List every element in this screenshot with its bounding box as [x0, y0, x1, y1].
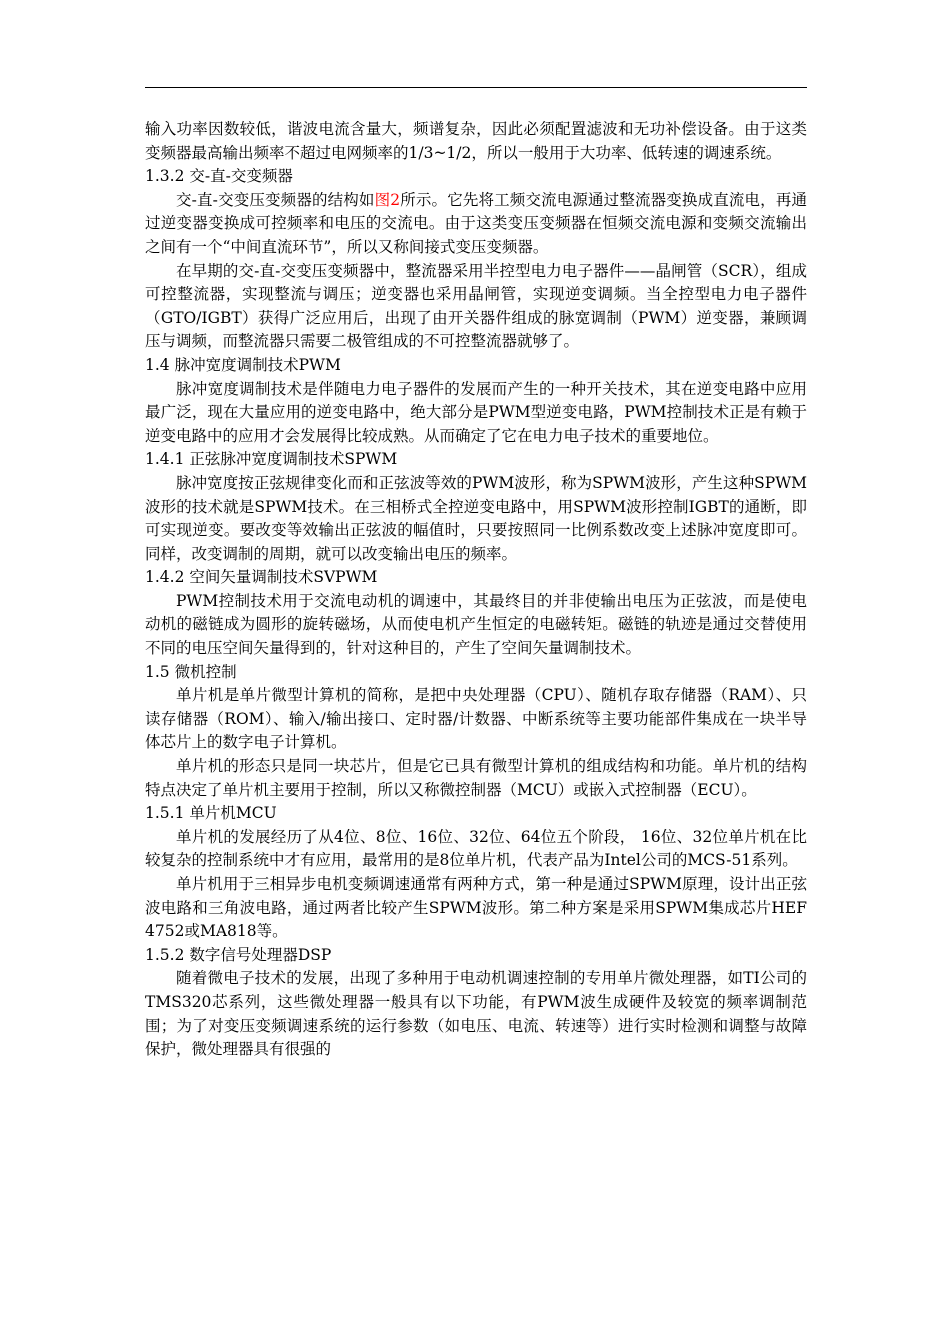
- paragraph-mcu-vfd-methods: 单片机用于三相异步电机变频调速通常有两种方式，第一种是通过SPWM原理，设计出正弦波电路和三角波电路，通过两者比较产生SPWM波形。第二种方案是采用SPWM集成芯片HEF4752或MA818等。: [145, 875, 807, 941]
- section-heading-1-5: 1.5 微机控制: [145, 662, 237, 681]
- section-heading-1-4: 1.4 脉冲宽度调制技术PWM: [145, 355, 341, 374]
- paragraph-dsp: 随着微电子技术的发展，出现了多种用于电动机调速控制的专用单片微处理器，如TI公司的TMS320芯系列，这些微处理器一般具有以下功能，有PWM波生成硬件及较宽的频率调制范围；为了对变压变频调速系统的运行参数（如电压、电流、转速等）进行实时检测和调整与故障保护，微处理器具有很强的: [145, 969, 807, 1059]
- paragraph-mcu-form: 单片机的形态只是同一块芯片，但是它已具有微型计算机的组成结构和功能。单片机的结构特点决定了单片机主要用于控制，所以又称微控制器（MCU）或嵌入式控制器（ECU）。: [145, 757, 807, 799]
- section-heading-1-5-2: 1.5.2 数字信号处理器DSP: [145, 945, 332, 964]
- section-heading-1-4-2: 1.4.2 空间矢量调制技术SVPWM: [145, 568, 378, 587]
- paragraph-svpwm: PWM控制技术用于交流电动机的调速中，其最终目的并非使输出电压为正弦波，而是使电动机的磁链成为圆形的旋转磁场，从而使电机产生恒定的电磁转矩。磁链的轨迹是通过交替使用不同的电压空间矢量得到的，针对这种目的，产生了空间矢量调制技术。: [145, 591, 807, 658]
- paragraph-continuation: 输入功率因数较低，谐波电流含量大，频谱复杂，因此必须配置滤波和无功补偿设备。由于这类变频器最高输出频率不超过电网频率的1/3~1/2，所以一般用于大功率、低转速的调速系统。: [145, 120, 807, 162]
- paragraph-spwm: 脉冲宽度按正弦规律变化而和正弦波等效的PWM波形，称为SPWM波形，产生这种SPWM波形的技术就是SPWM技术。在三相桥式全控逆变电路中，用SPWM波形控制IGBT的通断，即可实现逆变。要改变等效输出正弦波的幅值时，只要按照同一比例系数改变上述脉冲宽度即可。同样，改变调制的周期，就可以改变输出电压的频率。: [145, 473, 807, 563]
- paragraph-text: 所示。它先将工频交流电源通过整流器变换成直流电，再通过逆变器变换成可控频率和电压的交流电。由于这类变压变频器在恒频交流电源和变频交流输出之间有一个“中间直流环节”，所以又称间接式变压变频器。: [145, 190, 807, 256]
- figure-reference-link[interactable]: 图2: [374, 190, 401, 209]
- section-heading-1-5-1: 1.5.1 单片机MCU: [145, 804, 277, 823]
- section-heading-1-4-1: 1.4.1 正弦脉冲宽度调制技术SPWM: [145, 450, 398, 469]
- paragraph-text: 交-直-交变压变频器的结构如: [176, 190, 375, 209]
- header-rule: [145, 87, 807, 88]
- paragraph-mcu-history: 单片机的发展经历了从4位、8位、16位、32位、64位五个阶段， 16位、32位单片机在比较复杂的控制系统中才有应用，最常用的是8位单片机，代表产品为Intel公司的MCS-51系列。: [145, 827, 807, 870]
- paragraph-mcu-definition: 单片机是单片微型计算机的简称，是把中央处理器（CPU）、随机存取存储器（RAM）、只读存储器（ROM）、输入/输出接口、定时器/计数器、中断系统等主要功能部件集成在一块半导体芯片上的数字电子计算机。: [145, 686, 807, 752]
- paragraph-ac-dc-ac-structure: [145, 189, 807, 260]
- section-heading-1-3-2: 1.3.2 交-直-交变频器: [145, 167, 293, 186]
- document-body: [145, 118, 807, 1062]
- paragraph-pwm-intro: 脉冲宽度调制技术是伴随电力电子器件的发展而产生的一种开关技术，其在逆变电路中应用最广泛，现在大量应用的逆变电路中，绝大部分是PWM型逆变电路，PWM控制技术正是有赖于逆变电路中的应用才会发展得比较成熟。从而确定了它在电力电子技术的重要地位。: [145, 379, 807, 445]
- paragraph-early-converters: 在早期的交-直-交变压变频器中，整流器采用半控型电力电子器件——晶闸管（SCR），组成可控整流器，实现整流与调压；逆变器也采用晶闸管，实现逆变调频。当全控型电力电子器件（GTO/IGBT）获得广泛应用后，出现了由开关器件组成的脉宽调制（PWM）逆变器，兼顾调压与调频，而整流器只需要二极管组成的不可控整流器就够了。: [145, 261, 807, 351]
